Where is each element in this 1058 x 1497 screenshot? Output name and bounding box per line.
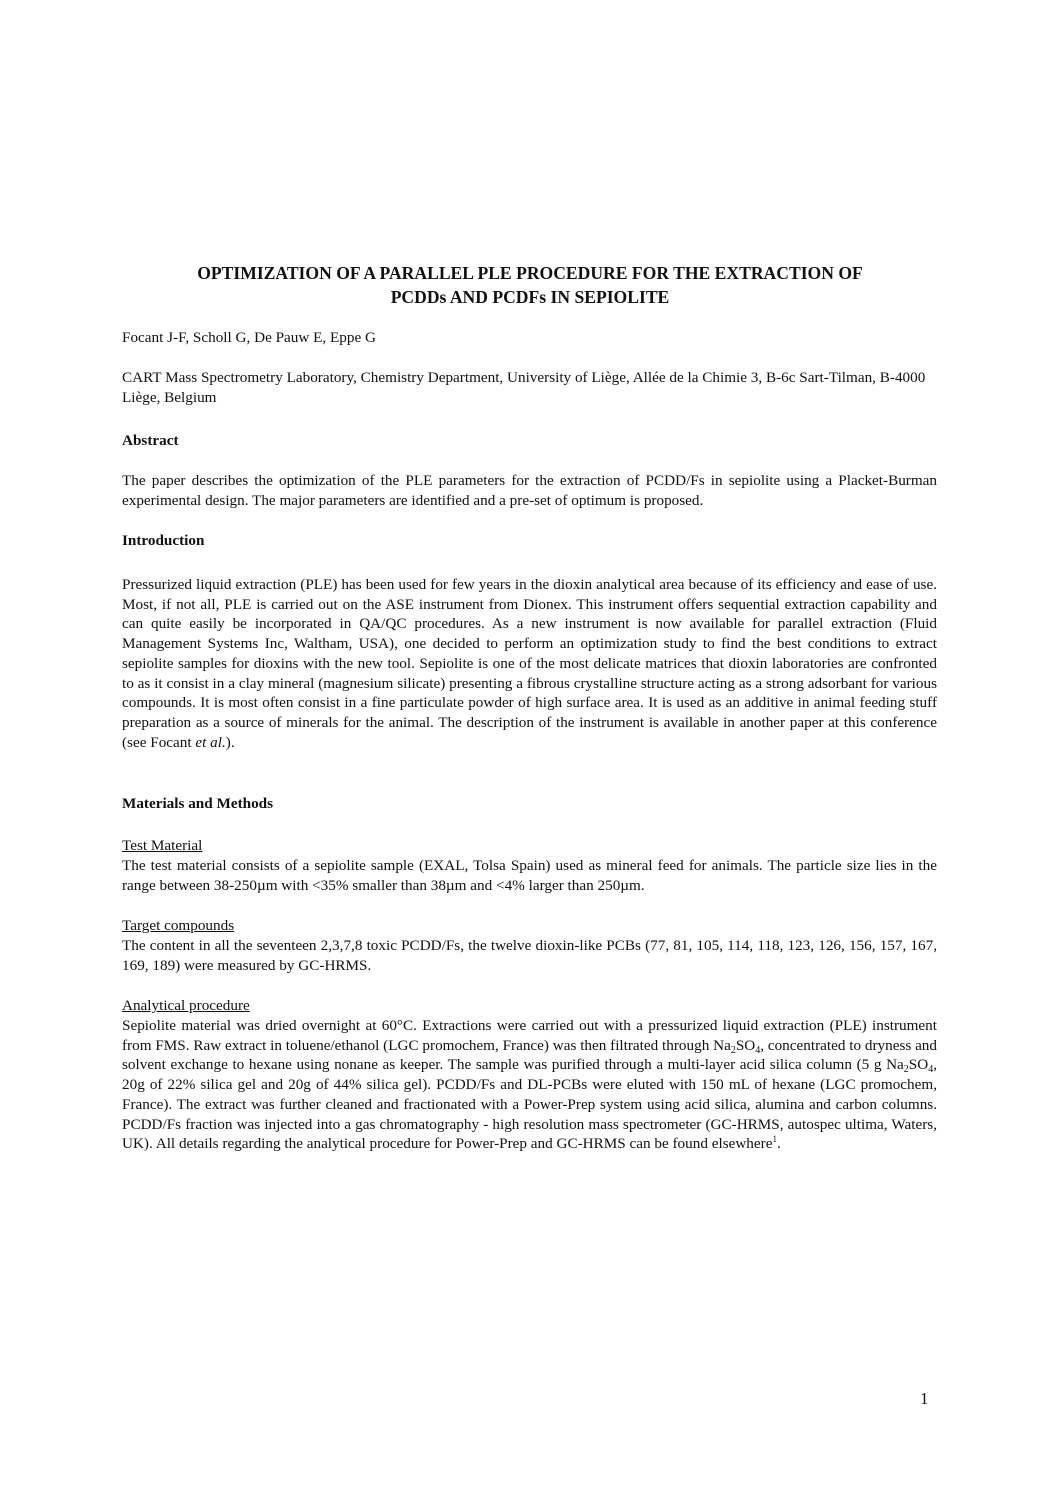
ap-part-6: . xyxy=(776,1135,781,1153)
target-compounds-text: The content in all the seventeen 2,3,7,8 toxic PCDD/Fs, the twelve dioxin-like PCBs (77, 81, 105, 114, 118, 123, 126, 156, 157, 167, 169, 189) were measured by GC-HRMS. xyxy=(122,937,937,974)
analytical-procedure-text xyxy=(122,1016,937,1154)
affiliation: CART Mass Spectrometry Laboratory, Chemistry Department, University of Liège, Allée de la Chimie 3, B-6c Sart-Tilman, B-4000 Liège, Belgium xyxy=(122,369,926,406)
ap-sub-1: 2 xyxy=(730,1044,736,1056)
ap-sub-3: 2 xyxy=(903,1064,909,1076)
test-material-subheading: Test Material xyxy=(122,837,203,854)
methods-heading: Materials and Methods xyxy=(122,795,274,812)
title-line-1: OPTIMIZATION OF A PARALLEL PLE PROCEDURE FOR THE EXTRACTION OF xyxy=(197,263,863,283)
test-material-text: The test material consists of a sepiolite sample (EXAL, Tolsa Spain) used as mineral feed for animals. The particle size lies in the range between 38-250µm with <35% smaller than 38µm and <4% larger than 250µm. xyxy=(122,857,937,894)
ap-sub-4: 4 xyxy=(928,1064,934,1076)
abstract-heading: Abstract xyxy=(122,432,179,449)
introduction-italic: et al. xyxy=(195,733,226,751)
introduction-end: ). xyxy=(225,733,235,751)
ap-part-5: , 20g of 22% silica gel and 20g of 44% silica gel). PCDD/Fs and DL-PCBs were eluted with 150 mL of hexane (LGC promochem, France). The extract was further cleaned and fractionated with a Power-Prep system using acid silica, alumina and carbon columns. PCDD/Fs fraction was injected into a gas chromatography - high resolution mass spectrometer (GC-HRMS, autospec ultima, Waters, UK). All details regarding the analytical procedure for Power-Prep and GC-HRMS can be found elsewhere xyxy=(122,1056,937,1153)
abstract-text: The paper describes the optimization of the PLE parameters for the extraction of PCDD/Fs in sepiolite using a Placket-Burman experimental design. The major parameters are identified and a pre-set of optimum is proposed. xyxy=(122,472,937,509)
introduction-heading: Introduction xyxy=(122,532,205,549)
introduction-text xyxy=(122,575,937,752)
ap-part-3: , concentrated to dryness and solvent exchange to hexane using nonane as keeper. The sample was purified through a multi-layer acid silica column (5 g Na xyxy=(122,1036,937,1074)
authors: Focant J-F, Scholl G, De Pauw E, Eppe G xyxy=(122,329,376,346)
page-number: 1 xyxy=(920,1389,929,1408)
ap-part-4: SO xyxy=(908,1056,929,1074)
ap-footnote-ref: 1 xyxy=(772,1134,777,1145)
title-line-2: PCDDs AND PCDFs IN SEPIOLITE xyxy=(390,287,670,307)
target-compounds-subheading: Target compounds xyxy=(122,917,235,934)
analytical-procedure-subheading: Analytical procedure xyxy=(122,997,250,1014)
ap-part-2: SO xyxy=(735,1036,756,1054)
ap-part-1: Sepiolite material was dried overnight at 60°C. Extractions were carried out with a pressurized liquid extraction (PLE) instrument from FMS. Raw extract in toluene/ethanol (LGC promochem, France) was then filtrated through Na xyxy=(122,1017,937,1054)
introduction-body: Pressurized liquid extraction (PLE) has been used for few years in the dioxin analytical area because of its efficiency and ease of use. Most, if not all, PLE is carried out on the ASE instrument from Dionex. This instrument offers sequential extraction capability and can quite easily be incorporated in QA/QC procedures. As a new instrument is now available for parallel extraction (Fluid Management Systems Inc, Waltham, USA), one decided to perform an optimization study to find the best conditions to extract sepiolite samples for dioxins with the new tool. Sepiolite is one of the most delicate matrices that dioxin laboratories are confronted to as it consist in a clay mineral (magnesium silicate) presenting a fibrous crystalline structure acting as a strong adsorbant for various compounds. It is most often consist in a fine particulate powder of high surface area. It is used as an additive in animal feeding stuff preparation as a source of minerals for the animal. The description of the instrument is available in another paper at this conference (see Focant xyxy=(122,576,937,751)
ap-sub-2: 4 xyxy=(755,1044,761,1056)
paper-title xyxy=(100,261,960,309)
